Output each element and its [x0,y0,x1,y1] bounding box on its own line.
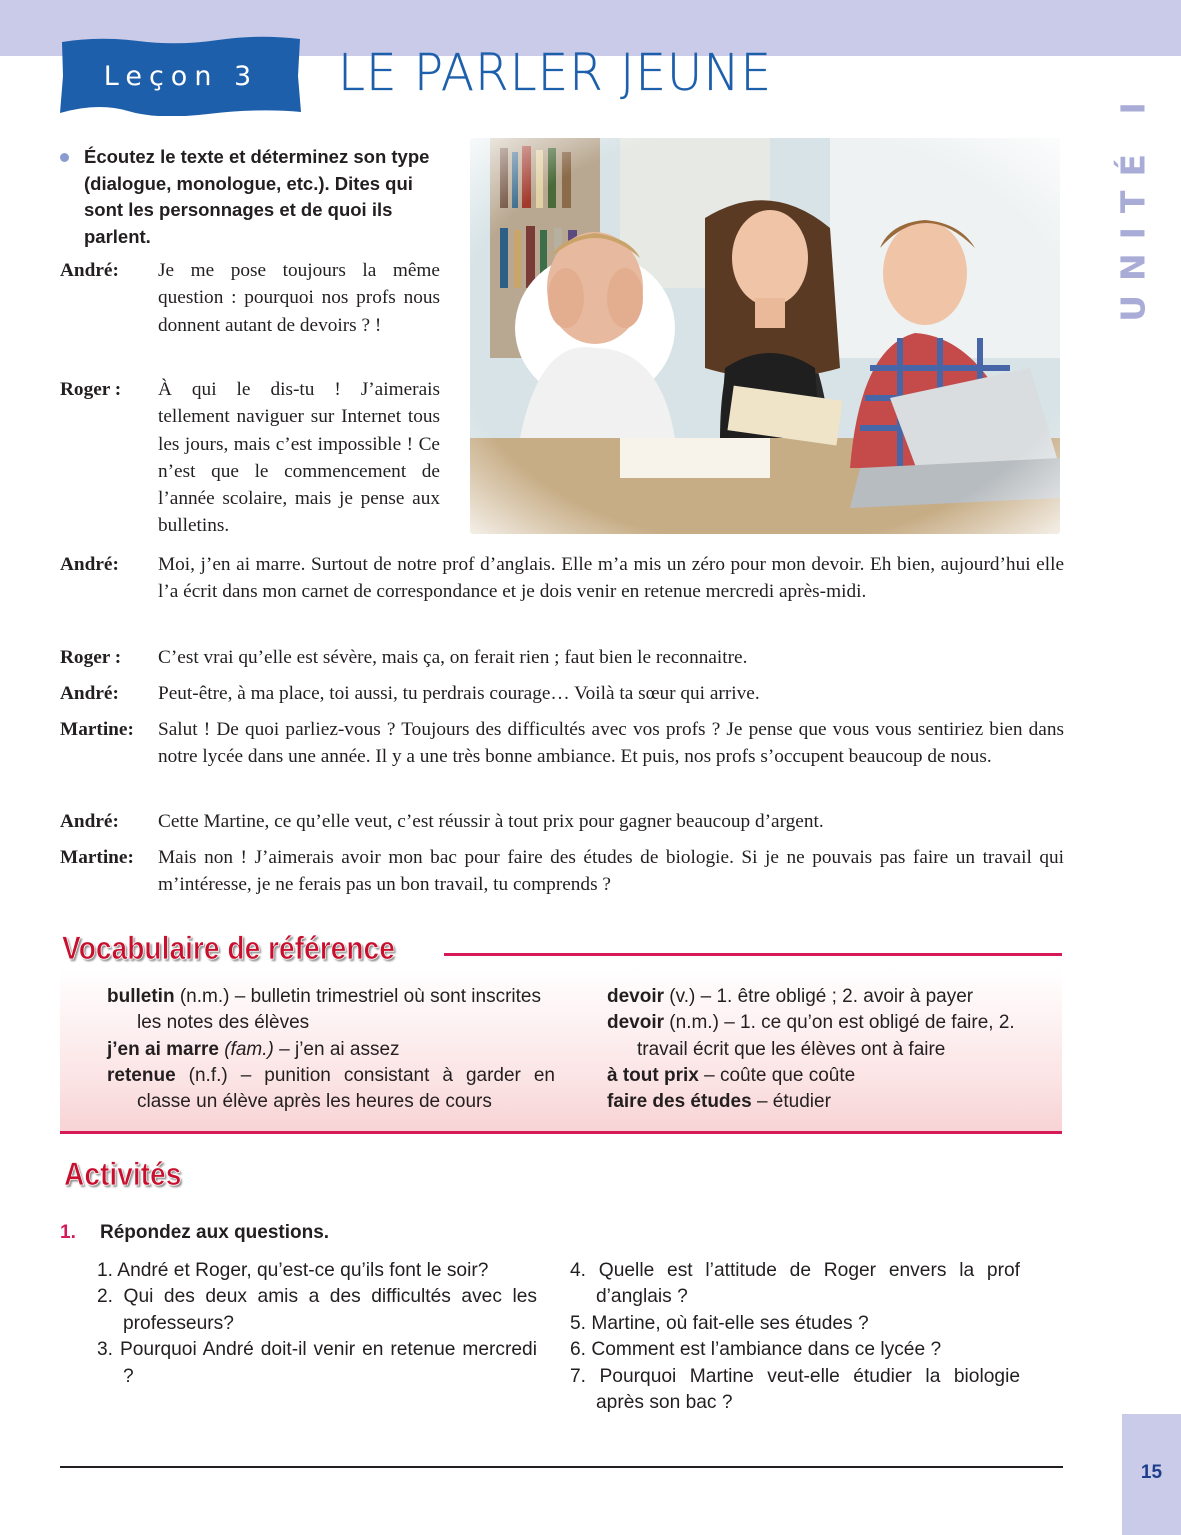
vocabulary-definition: – coûte que coûte [698,1064,856,1086]
vocabulary-definition: – bulletin trimestriel où sont inscrites les notes des élèves [137,986,541,1034]
vocabulary-term: devoir [607,986,665,1007]
vocabulary-note: (v.) [664,986,696,1007]
vocabulary-term: j’en ai marre [107,1038,219,1060]
question-item: 7. Pourquoi Martine veut-elle étudier la biologie après son bac ? [570,1365,1020,1414]
questions-right-column [570,1258,1020,1416]
question-item: 4. Quelle est l’attitude de Roger envers la prof d’anglais ? [570,1260,1020,1308]
students-photo-illustration [470,138,1060,534]
question-item: 6. Comment est l’ambiance dans ce lycée ? [570,1339,942,1361]
vocabulary-term: devoir [607,1012,665,1034]
vocabulary-definition: – 1. ce qu’on est obligé de faire, 2. travail écrit que les élèves ont à faire [637,1012,1015,1060]
vocabulary-definition: – punition consistant à garder en classe un élève après les heures de cours [137,1064,555,1113]
dialogue-line [60,644,1064,671]
vocabulary-box [60,968,1062,1134]
speaker-name: André: [60,683,119,704]
question-item: 2. Qui des deux amis a des difficultés avec les professeurs? [97,1286,537,1334]
vocabulary-entry [607,1089,1052,1115]
speaker-name: André: [60,260,119,281]
lesson-tag [58,36,304,116]
question-item: 3. Pourquoi André doit-il venir en retenue mercredi ? [97,1339,537,1387]
bullet-icon [60,153,69,162]
dialogue-line [60,808,1064,835]
dialogue-line [60,257,440,339]
page-title: LE PARLER JEUNE [338,44,773,103]
question-item: 1. André et Roger, qu’est-ce qu’ils font le soir? [97,1260,489,1281]
vocabulary-left-column [107,984,555,1115]
exercise-title: Répondez aux questions. [100,1222,330,1243]
speaker-name: Roger : [60,379,122,400]
vocabulary-entry [107,984,555,1037]
dialogue-line [60,551,1064,606]
speaker-name: André: [60,554,119,575]
vocabulary-heading: Vocabulaire de référence [62,930,395,966]
vocabulary-entry [107,1037,555,1063]
vocabulary-definition: – j’en ai assez [273,1038,400,1060]
dialogue-text: Mais non ! J’aimerais avoir mon bac pour faire des études de biologie. Si je ne pouvais pas faire un travail qui m’intéresse, je ne ferais pas un bon travail, tu comprends ? [158,847,1064,896]
vocabulary-note: (n.m.) [664,1012,719,1034]
dialogue-text: Salut ! De quoi parliez-vous ? Toujours des difficultés avec vos profs ? Je pense que vous vous sentiriez bien dans notre lycée dans une année. Il y a une très bonne ambiance. Et puis, nos profs s’occupent beaucoup de nous. [158,719,1064,768]
dialogue-text: Peut-être, à ma place, toi aussi, tu perdrais courage… Voilà ta sœur qui arrive. [158,683,760,704]
lesson-label: Leçon 3 [103,60,259,92]
vocabulary-note: (n.m.) [174,986,230,1007]
exercise-heading [60,1222,329,1244]
speaker-name: Martine: [60,847,134,868]
speaker-name: André: [60,811,119,832]
vocabulary-rule [444,953,1062,956]
unit-label [1108,88,1158,322]
vocabulary-term: faire des études [607,1091,752,1113]
dialogue-line [60,680,1064,707]
dialogue-text: C’est vrai qu’elle est sévère, mais ça, on ferait rien ; faut bien le reconnaitre. [158,647,748,668]
exercise-number: 1. [60,1222,76,1243]
vocabulary-right-column [607,984,1052,1115]
speaker-name: Roger : [60,647,122,668]
vocabulary-note: (fam.) [218,1038,274,1060]
dialogue-text: Cette Martine, ce qu’elle veut, c’est réussir à tout prix pour gagner beaucoup d’argent. [158,811,824,832]
vocabulary-entry [607,984,1052,1010]
questions-left-column [97,1258,537,1390]
dialogue-text: À qui le dis-tu ! J’aimerais tellement naviguer sur Internet tous les jours, mais c’est impossible ! Ce n’est que le commencement de l’année scolaire, mais je pense aux bulletins. [158,379,440,537]
footer-rule [60,1466,1063,1468]
intro-instruction [60,144,440,250]
vocabulary-term: retenue [107,1064,176,1086]
vocabulary-entry [607,1010,1052,1063]
dialogue-text: Moi, j’en ai marre. Surtout de notre prof d’anglais. Elle m’a mis un zéro pour mon devoir. Eh bien, aujourd’hui elle l’a écrit dans mon carnet de correspondance et je dois venir en retenue mercredi après-midi. [158,554,1064,603]
vocabulary-term: bulletin [107,986,175,1007]
dialogue-line [60,716,1064,771]
activities-heading: Activités [64,1156,182,1192]
vocabulary-term: à tout prix [607,1064,699,1086]
unit-label-text: UNITÉ I [1113,88,1153,322]
question-item: 5. Martine, où fait-elle ses études ? [570,1312,869,1334]
dialogue-line [60,844,1064,899]
dialogue-text: Je me pose toujours la même question : pourquoi nos profs nous donnent autant de devoirs ? ! [158,260,440,336]
students-photo [470,138,1060,534]
vocabulary-note: (n.f.) [175,1064,228,1086]
vocabulary-definition: – 1. être obligé ; 2. avoir à payer [695,986,974,1007]
vocabulary-entry [607,1063,1052,1089]
intro-text: Écoutez le texte et déterminez son type (dialogue, monologue, etc.). Dites qui sont les personnages et de quoi ils parlent. [84,146,430,247]
speaker-name: Martine: [60,719,134,740]
page-number: 15 [1140,1462,1163,1483]
vocabulary-definition: – étudier [751,1091,831,1113]
vocabulary-entry [107,1063,555,1116]
dialogue-line [60,376,440,540]
